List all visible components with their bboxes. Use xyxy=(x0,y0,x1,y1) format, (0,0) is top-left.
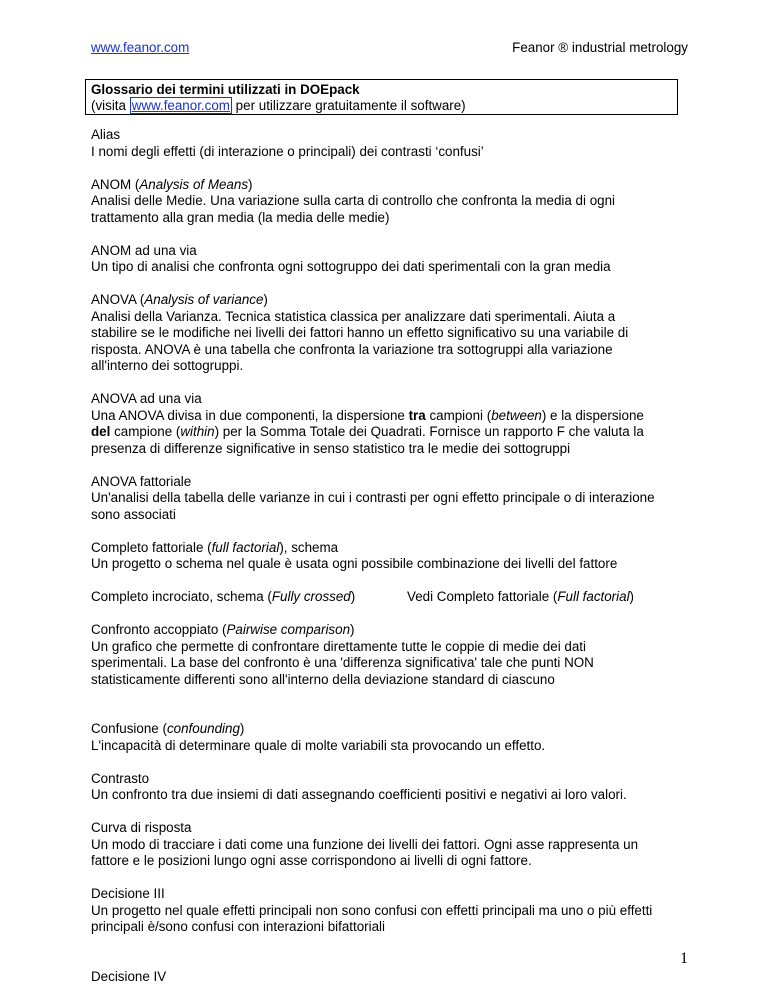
entry-curva-di-risposta xyxy=(91,820,691,870)
definition: trattamento alla gran media (la media delle medie) xyxy=(91,209,390,225)
definition: Un'analisi della tabella delle varianze in cui i contrasti per ogni effetto principale o di interazione xyxy=(91,490,655,505)
definition: statisticamente differenti sono all'interno della deviazione standard di ciascuno xyxy=(91,671,555,687)
term: ANOM (Analysis of Means) xyxy=(91,176,253,192)
entry-contrasto xyxy=(91,771,691,804)
glossary-subtitle: (visita www.feanor.com per utilizzare gratuitamente il software) xyxy=(91,98,466,113)
entry-decisione-iv xyxy=(91,969,691,986)
entry-anova-fattoriale xyxy=(91,474,691,524)
definition: Un modo di tracciare i dati come una funzione dei livelli dei fattori. Ogni asse rappresenta un xyxy=(91,836,639,852)
term: ANOM ad una via xyxy=(91,242,197,258)
glossary-content xyxy=(91,127,691,1002)
entry-confronto-accoppiato xyxy=(91,622,691,688)
definition: Un grafico che permette di confrontare direttamente tutte le coppie di medie dei dati xyxy=(91,638,586,654)
header-company: Feanor ® industrial metrology xyxy=(512,40,688,55)
glossary-title-box xyxy=(85,79,678,115)
definition: sono associati xyxy=(91,506,176,522)
term: Decisione III xyxy=(91,886,165,901)
see-also: Vedi Completo fattoriale (Full factorial) xyxy=(407,589,635,604)
term: Contrasto xyxy=(91,770,150,786)
header-website-link[interactable]: www.feanor.com xyxy=(91,40,190,55)
glossary-title: Glossario dei termini utilizzati in DOEpack xyxy=(91,82,360,97)
entry-completo-fattoriale xyxy=(91,540,691,573)
term: Completo fattoriale (full factorial), schema xyxy=(91,539,339,555)
entry-anova-una-via xyxy=(91,391,691,457)
definition: principali è/sono confusi con interazioni bifattoriali xyxy=(91,919,386,934)
entry-anom-una-via xyxy=(91,243,691,276)
term: Curva di risposta xyxy=(91,820,192,835)
term: Alias xyxy=(91,127,121,142)
definition: Un progetto o schema nel quale è usata ogni possibile combinazione dei livelli del fattore xyxy=(91,556,618,571)
definition: sperimentali. La base del confronto è una 'differenza significativa' tale che punti NON xyxy=(91,655,594,670)
term: Confronto accoppiato (Pairwise comparison) xyxy=(91,622,355,637)
definition: Un progetto nel quale effetti principali non sono confusi con effetti principali ma uno o più effetti xyxy=(91,902,653,918)
term: Decisione IV xyxy=(91,968,167,984)
definition: del campione (within) per la Somma Totale dei Quadrati. Fornisce un rapporto F che valuta la xyxy=(91,424,644,439)
entry-decisione-iii xyxy=(91,886,691,936)
definition: risposta. ANOVA è una tabella che confronta la variazione tra sottogruppi alla variazione xyxy=(91,341,613,357)
definition: Un tipo di analisi che confronta ogni sottogruppo dei dati sperimentali con la gran media xyxy=(91,259,611,274)
definition: L'incapacità di determinare quale di molte variabili sta provocando un effetto. xyxy=(91,737,546,753)
term: Confusione (confounding) xyxy=(91,721,245,736)
definition: Una ANOVA divisa in due componenti, la dispersione tra campioni (between) e la dispersione xyxy=(91,407,644,423)
definition: Un confronto tra due insiemi di dati assegnando coefficienti positivi e negativi ai loro valori. xyxy=(91,787,627,802)
term: ANOVA ad una via xyxy=(91,391,202,406)
term: Completo incrociato, schema (Fully crossed) Vedi Completo fattoriale (Full factorial) xyxy=(91,589,635,604)
entry-confusione xyxy=(91,721,691,754)
definition: all'interno dei sottogruppi. xyxy=(91,358,244,373)
entry-completo-incrociato xyxy=(91,589,691,606)
definition: Analisi delle Medie. Una variazione sulla carta di controllo che confronta la media di ogni xyxy=(91,193,616,208)
definition: I nomi degli effetti (di interazione o principali) dei contrasti ‘confusi’ xyxy=(91,143,484,159)
definition: presenza di differenze significative in senso statistico tra le medie dei sottogruppi xyxy=(91,440,571,456)
term: ANOVA (Analysis of variance) xyxy=(91,292,268,307)
subtitle-website-link[interactable]: www.feanor.com xyxy=(131,98,230,113)
term: ANOVA fattoriale xyxy=(91,473,192,489)
definition: stabilire se le modifiche nei livelli dei fattori hanno un effetto significativo su una variabile di xyxy=(91,325,629,340)
page-number: 1 xyxy=(680,950,688,967)
entry-anova xyxy=(91,292,691,375)
entry-alias xyxy=(91,127,691,160)
definition: fattore e le posizioni lungo ogni asse corrispondono ai livelli di ogni fattore. xyxy=(91,853,532,868)
entry-anom xyxy=(91,177,691,227)
definition: Analisi della Varianza. Tecnica statistica classica per analizzare dati sperimentali. Aiuta a xyxy=(91,308,616,324)
